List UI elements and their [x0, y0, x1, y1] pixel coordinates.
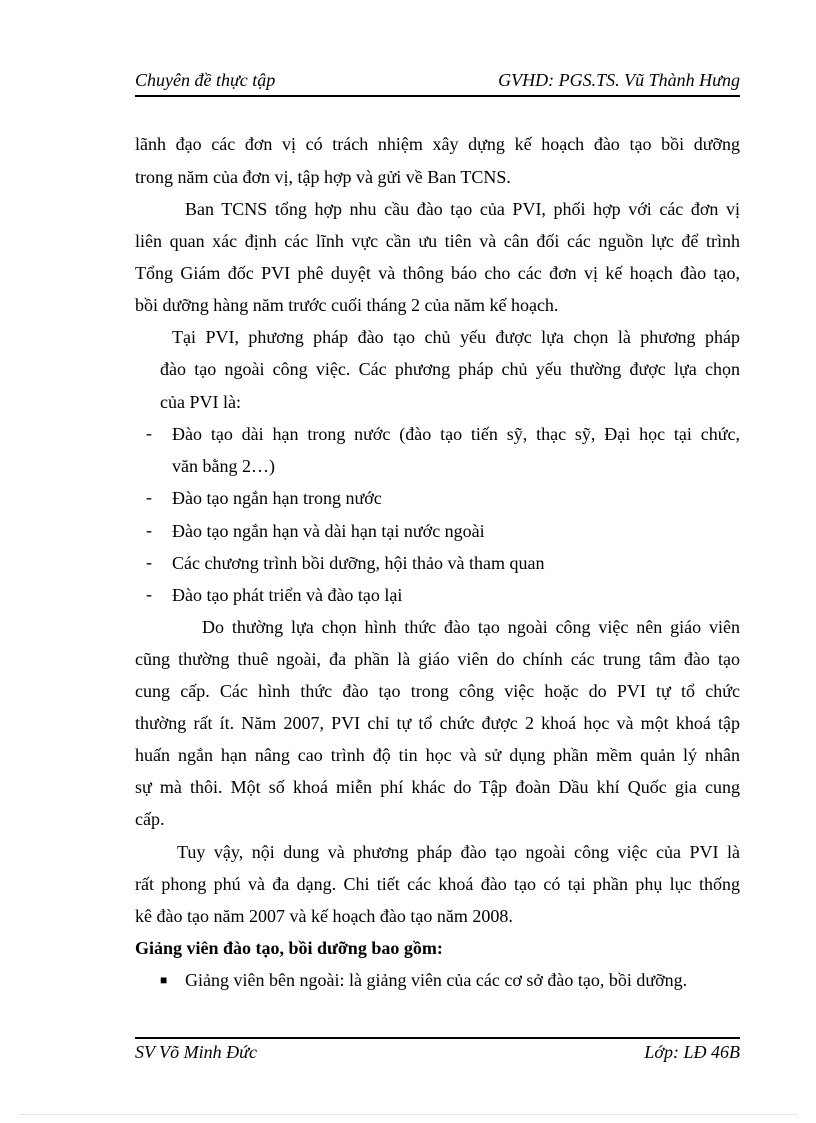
- text-line: liên quan xác định các lĩnh vực cần ưu tiên và cân đối các nguồn lực để trình: [135, 231, 740, 251]
- text-line: thường rất ít. Năm 2007, PVI chỉ tự tổ chức được 2 khoá học và một khoá tập: [135, 713, 740, 733]
- dash-marker: -: [146, 423, 152, 443]
- text-line: Tại PVI, phương pháp đào tạo chủ yếu được lựa chọn là phương pháp: [172, 327, 740, 347]
- text-line: cũng thường thuê ngoài, đa phần là giáo viên do chính các trung tâm đào tạo: [135, 649, 740, 669]
- text-line: sự mà thôi. Một số khoá miễn phí khác do Tập đoàn Dầu khí Quốc gia cung: [135, 777, 740, 797]
- text-line: kê đào tạo năm 2007 và kế hoạch đào tạo năm 2008.: [135, 906, 513, 926]
- text-line: trong năm của đơn vị, tập hợp và gửi về Ban TCNS.: [135, 167, 511, 187]
- dash-marker: -: [146, 552, 152, 572]
- text-line: rất phong phú và đa dạng. Chi tiết các khoá đào tạo có tại phần phụ lục thống: [135, 874, 740, 894]
- header-title: Chuyên đề thực tập: [135, 70, 276, 90]
- text-line: Ban TCNS tổng hợp nhu cầu đào tạo của PVI, phối hợp với các đơn vị: [185, 199, 740, 219]
- list-item: Đào tạo ngắn hạn trong nước: [172, 488, 382, 508]
- text-line: cung cấp. Các hình thức đào tạo trong công việc hoặc do PVI tự tổ chức: [135, 681, 740, 701]
- bullet-marker: ■: [160, 973, 168, 987]
- list-item: Các chương trình bồi dưỡng, hội thảo và tham quan: [172, 553, 545, 573]
- text-line: cấp.: [135, 809, 165, 829]
- footer-student: SV Võ Minh Đức: [135, 1042, 257, 1062]
- list-item: Đào tạo ngắn hạn và dài hạn tại nước ngoài: [172, 521, 485, 541]
- list-item: Giảng viên bên ngoài: là giảng viên của các cơ sở đào tạo, bồi dưỡng.: [185, 970, 688, 990]
- section-heading: Giảng viên đào tạo, bồi dưỡng bao gồm:: [135, 938, 443, 958]
- text-line: bồi dưỡng hàng năm trước cuối tháng 2 của năm kế hoạch.: [135, 295, 559, 315]
- page-header: [135, 70, 740, 94]
- text-line: Tổng Giám đốc PVI phê duyệt và thông báo cho các đơn vị kế hoạch đào tạo,: [135, 263, 740, 283]
- list-item: văn bằng 2…): [172, 456, 275, 476]
- footer-rule: [135, 1037, 740, 1039]
- header-advisor: GVHD: PGS.TS. Vũ Thành Hưng: [498, 70, 740, 90]
- header-rule: [135, 95, 740, 97]
- text-line: huấn ngắn hạn nâng cao trình độ tin học và sử dụng phần mềm quản lý nhân: [135, 745, 740, 765]
- dash-marker: -: [146, 487, 152, 507]
- dash-marker: -: [146, 520, 152, 540]
- text-line: Tuy vậy, nội dung và phương pháp đào tạo ngoài công việc của PVI là: [177, 842, 740, 862]
- page-footer: [135, 1042, 740, 1066]
- list-item: Đào tạo dài hạn trong nước (đào tạo tiến sỹ, thạc sỹ, Đại học tại chức,: [172, 424, 740, 444]
- page-edge-dots: [20, 1114, 796, 1115]
- text-line: đào tạo ngoài công việc. Các phương pháp chủ yếu thường được lựa chọn: [160, 359, 740, 379]
- text-line: Do thường lựa chọn hình thức đào tạo ngoài công việc nên giáo viên: [202, 617, 740, 637]
- list-item: Đào tạo phát triển và đào tạo lại: [172, 585, 403, 605]
- dash-marker: -: [146, 584, 152, 604]
- footer-class: Lớp: LĐ 46B: [644, 1042, 740, 1062]
- text-line: của PVI là:: [160, 392, 241, 412]
- text-line: lãnh đạo các đơn vị có trách nhiệm xây dựng kế hoạch đào tạo bồi dưỡng: [135, 134, 740, 154]
